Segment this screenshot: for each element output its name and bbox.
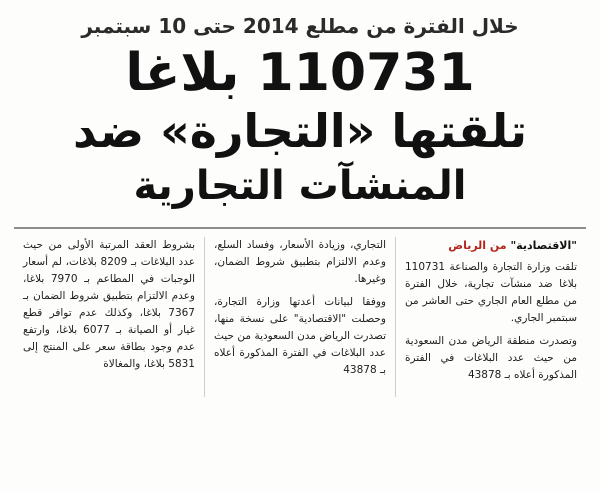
article-headline xyxy=(14,44,586,209)
paragraph: تلقت وزارة التجارة والصناعة 110731 بلاغا ضد منشآت تجارية، خلال الفترة من مطلع العام الجاري حتى العاشر من سبتمبر الجاري. xyxy=(405,261,577,325)
article-column-right xyxy=(395,237,586,397)
headline-line-3: المنشآت التجارية xyxy=(133,162,467,209)
article-column-left xyxy=(14,237,204,397)
byline-location: من الرياض xyxy=(448,238,507,252)
paragraph: ووفقا لبيانات أعدتها وزارة التجارة، وحصلت "الاقتصادية" على نسخة منها، تصدرت الرياض مدن السعودية من حيث عدد البلاغات في الفترة المذكورة أعلاه بـ 43878 xyxy=(214,295,386,376)
horizontal-divider xyxy=(14,227,586,229)
article-body-columns xyxy=(14,237,586,397)
headline-line-1: 110731 بلاغا xyxy=(125,43,475,103)
byline-source: "الاقتصادية" xyxy=(510,238,577,252)
paragraph: التجاري، وزيادة الأسعار، وفساد السلع، وعدم الالتزام بتطبيق شروط الضمان، وغيرها. xyxy=(214,238,386,285)
byline xyxy=(405,237,577,255)
article-kicker: خلال الفترة من مطلع 2014 حتى 10 سبتمبر xyxy=(81,14,519,38)
paragraph: بشروط العقد المرتبة الأولى من حيث عدد البلاغات بـ 8209 بلاغات، لم أسعار الوجبات في المطاعم بـ 7970 بلاغا، وعدم الالتزام بتطبيق شروط الضمان بـ 7367 بلاغا، وكذلك عدم توافر قطع غيار أو الصيانة بـ 6077 بلاغا، وارتفع عدم وجود بطاقة سعر على المنتج إلى 5831 بلاغا، والمغالاة xyxy=(23,238,196,370)
headline-line-2: تلقتها «التجارة» ضد xyxy=(73,104,527,159)
paragraph: وتصدرت منطقة الرياض مدن السعودية من حيث عدد البلاغات في الفترة المذكورة أعلاه بـ 43878 xyxy=(405,335,577,382)
article-column-middle xyxy=(204,237,395,397)
